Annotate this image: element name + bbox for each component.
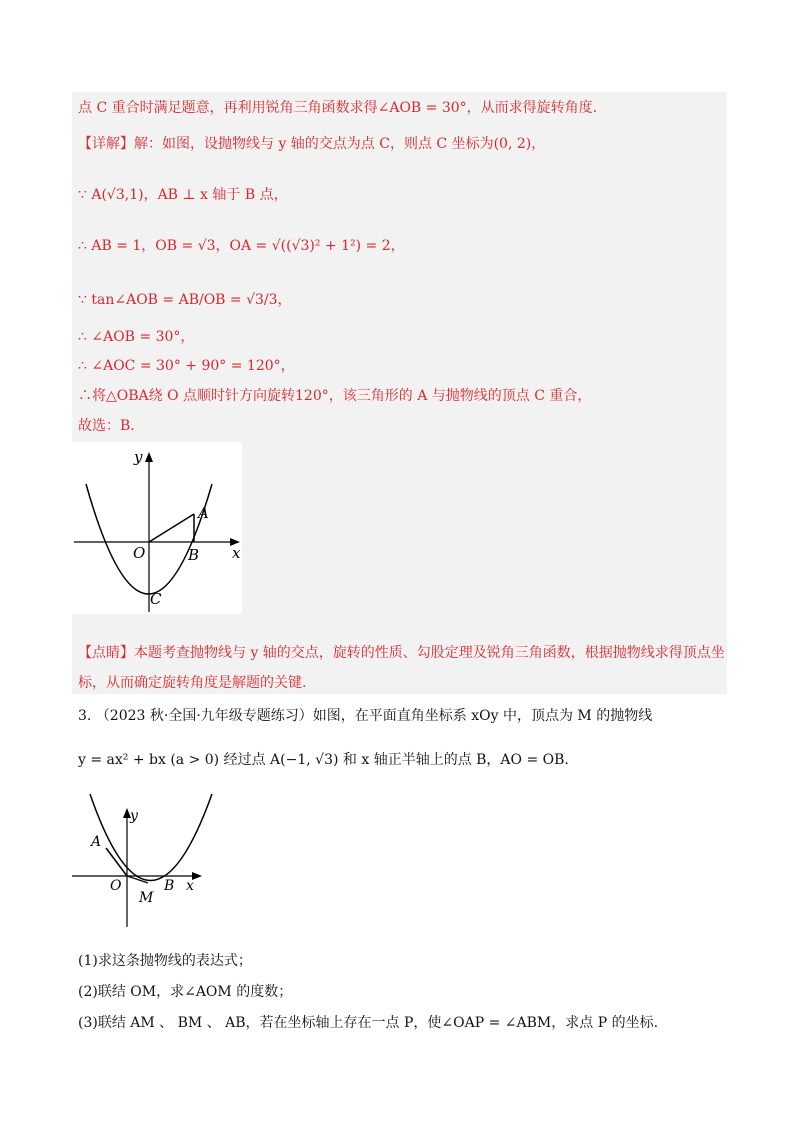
label-M: M xyxy=(139,890,154,906)
y-axis-arrow xyxy=(145,452,153,462)
problem-3-stem-1: 3. （2023 秋·全国·九年级专题练习）如图，在平面直角坐标系 xOy 中，顶点为 M 的抛物线 xyxy=(78,708,653,724)
detail-line-4: ∵ tan∠AOB = AB/OB = √3/3， xyxy=(78,292,292,308)
label-x: x xyxy=(232,544,241,562)
problem-3-stem-2: y = ax² + bx (a > 0) 经过点 A(−1, √3) 和 x 轴正半轴上的点 B，AO = OB. xyxy=(78,752,569,768)
label-y: y xyxy=(134,448,143,466)
label-C: C xyxy=(150,590,162,608)
detail-line-3: ∴ AB = 1，OB = √3，OA = √((√3)² + 1²) = 2， xyxy=(78,238,405,254)
label-x: x xyxy=(186,878,194,894)
detail-line-6: ∴ ∠AOC = 30° + 90° = 120°， xyxy=(78,358,295,374)
analysis-tail: 点 C 重合时满足题意，再利用锐角三角函数求得∠AOB = 30°，从而求得旋转角度. xyxy=(78,100,598,116)
detail-line-5: ∴ ∠AOB = 30°， xyxy=(78,329,195,345)
question-2: (2)联结 OM，求∠AOM 的度数； xyxy=(78,984,293,1000)
detail-line-2: ∵ A(√3,1)，AB ⊥ x 轴于 B 点， xyxy=(78,187,288,203)
label-O: O xyxy=(133,544,146,562)
choice-line: 故选：B. xyxy=(78,418,135,434)
label-A: A xyxy=(91,834,102,850)
label-y: y xyxy=(130,808,138,824)
label-A: A xyxy=(198,504,209,522)
label-B: B xyxy=(188,546,200,564)
parabola-diagram-1 xyxy=(72,442,242,614)
detail-line-1: 【详解】解：如图，设抛物线与 y 轴的交点为点 C，则点 C 坐标为(0, 2)， xyxy=(78,136,546,152)
question-3: (3)联结 AM 、 BM 、 AB，若在坐标轴上存在一点 P，使∠OAP = ∠ABM，求点 P 的坐标. xyxy=(78,1015,659,1031)
question-1: (1)求这条抛物线的表达式； xyxy=(78,953,252,969)
comment-line-1: 【点睛】本题考查抛物线与 y 轴的交点，旋转的性质、勾股定理及锐角三角函数，根据抛物线求得顶点坐 xyxy=(78,645,725,661)
comment-line-2: 标，从而确定旋转角度是解题的关键. xyxy=(78,675,307,691)
parabola-diagram-2 xyxy=(66,792,216,927)
detail-line-7: ∴将△OBA绕 O 点顺时针方向旋转120°，该三角形的 A 与抛物线的顶点 C 重合， xyxy=(78,388,592,404)
label-O: O xyxy=(110,878,122,894)
label-B: B xyxy=(164,878,175,894)
parabola-curve xyxy=(90,794,212,881)
segment-OA xyxy=(149,514,194,542)
